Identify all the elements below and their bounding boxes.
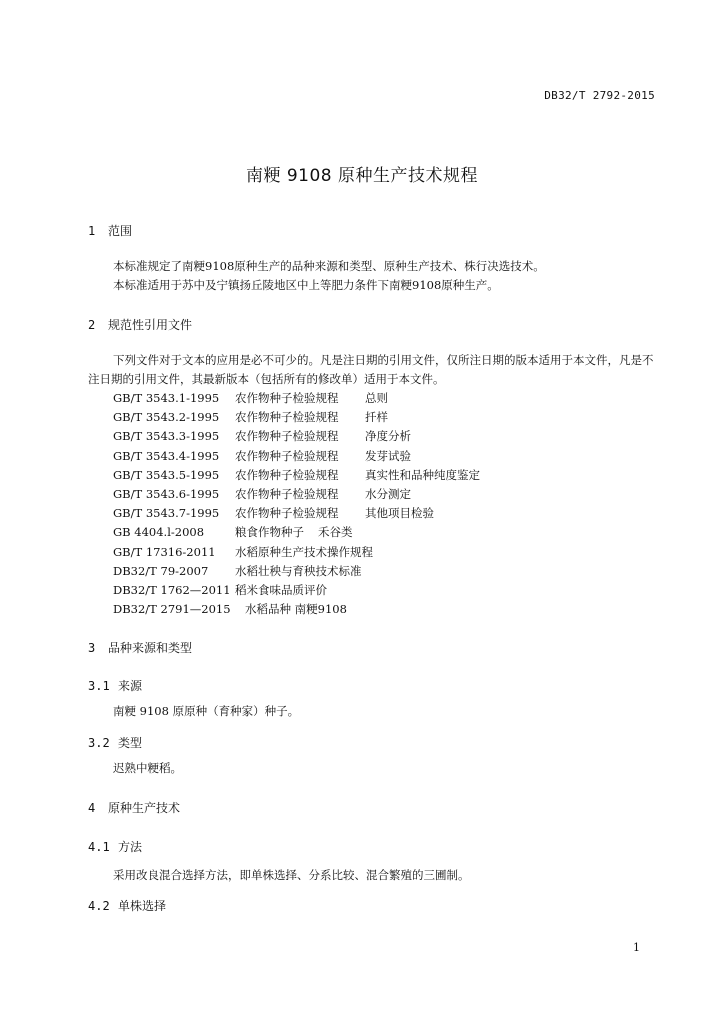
reference-code: GB/T 3543.6-1995 — [113, 486, 220, 501]
reference-code: GB/T 3543.7-1995 — [113, 506, 220, 521]
reference-code: DB32/T 79-2007 — [113, 563, 209, 578]
reference-part: 水分测定 — [365, 486, 411, 501]
section-title: 规范性引用文件 — [108, 318, 193, 332]
reference-code: GB/T 3543.4-1995 — [113, 448, 220, 463]
reference-name: 稻米食味品质评价 — [235, 582, 327, 597]
type-paragraph: 迟熟中粳稻。 — [113, 761, 182, 775]
section-number: 3 — [88, 641, 96, 655]
section-number: 4.2 — [88, 899, 110, 913]
section-number: 2 — [88, 318, 96, 332]
page-number: 1 — [633, 941, 640, 954]
section-number: 4.1 — [88, 840, 110, 854]
reference-code: GB/T 3543.1-1995 — [113, 391, 220, 405]
reference-name: 农作物种子检验规程 — [235, 448, 339, 463]
section-4-2-heading — [88, 897, 166, 914]
section-1-heading — [88, 222, 132, 239]
reference-code: GB/T 3543.5-1995 — [113, 467, 220, 482]
section-title: 原种生产技术 — [108, 801, 181, 815]
section-number: 1 — [88, 224, 96, 238]
reference-part: 真实性和品种纯度鉴定 — [365, 467, 480, 482]
reference-code: DB32/T 1762—2011 — [113, 582, 231, 597]
reference-name: 农作物种子检验规程 — [235, 410, 339, 425]
scope-paragraph-1: 本标准规定了南粳9108原种生产的品种来源和类型、原种生产技术、株行决选技术。 — [113, 259, 545, 273]
reference-code: DB32/T 2791—2015 — [113, 602, 231, 617]
section-3-1-heading — [88, 677, 142, 694]
reference-name: 农作物种子检验规程 — [235, 506, 339, 521]
references-intro-paragraph: 下列文件对于文本的应用是必不可少的。凡是注日期的引用文件，仅所注日期的版本适用于本文件，凡是不注日期的引用文件，其最新版本（包括所有的修改单）适用于本文件。 — [88, 353, 654, 386]
section-title: 品种来源和类型 — [108, 641, 193, 655]
reference-part: 扦样 — [365, 410, 388, 425]
reference-name: 水稻品种 南粳9108 — [245, 602, 347, 617]
reference-part: 其他项目检验 — [365, 506, 434, 521]
reference-name: 农作物种子检验规程 — [235, 486, 339, 501]
scope-paragraph-2: 本标准适用于苏中及宁镇扬丘陵地区中上等肥力条件下南粳9108原种生产。 — [113, 278, 499, 292]
reference-part: 总则 — [365, 391, 388, 405]
reference-name: 粮食作物种子 — [235, 525, 304, 540]
reference-code: GB/T 17316-2011 — [113, 544, 216, 559]
section-number: 3.2 — [88, 736, 110, 750]
section-4-heading — [88, 799, 180, 816]
section-title: 单株选择 — [118, 899, 167, 913]
reference-part: 发芽试验 — [365, 448, 411, 463]
section-3-heading — [88, 639, 192, 656]
reference-part: 净度分析 — [365, 429, 411, 444]
reference-code: GB/T 3543.2-1995 — [113, 410, 220, 425]
section-title: 方法 — [118, 840, 143, 854]
reference-code: GB/T 3543.3-1995 — [113, 429, 220, 444]
section-3-2-heading — [88, 734, 142, 751]
section-title: 来源 — [118, 679, 143, 693]
source-paragraph: 南粳 9108 原原种（育种家）种子。 — [113, 704, 300, 718]
standard-code: DB32/T 2792-2015 — [544, 89, 655, 102]
reference-name: 农作物种子检验规程 — [235, 391, 339, 405]
section-title: 类型 — [118, 736, 143, 750]
reference-name: 农作物种子检验规程 — [235, 467, 339, 482]
section-4-1-heading — [88, 838, 142, 855]
section-title: 范围 — [108, 224, 133, 238]
method-paragraph: 采用改良混合选择方法，即单株选择、分系比较、混合繁殖的三圃制。 — [113, 868, 470, 882]
document-title: 南粳 9108 原种生产技术规程 — [245, 166, 479, 186]
section-number: 3.1 — [88, 679, 110, 693]
reference-code: GB 4404.l-2008 — [113, 525, 205, 540]
section-2-heading — [88, 316, 192, 333]
reference-name: 农作物种子检验规程 — [235, 429, 339, 444]
section-number: 4 — [88, 801, 96, 815]
reference-name: 水稻壮秧与育秧技术标准 — [235, 563, 362, 578]
reference-name: 水稻原种生产技术操作规程 — [235, 544, 373, 559]
reference-part: 禾谷类 — [318, 525, 353, 540]
